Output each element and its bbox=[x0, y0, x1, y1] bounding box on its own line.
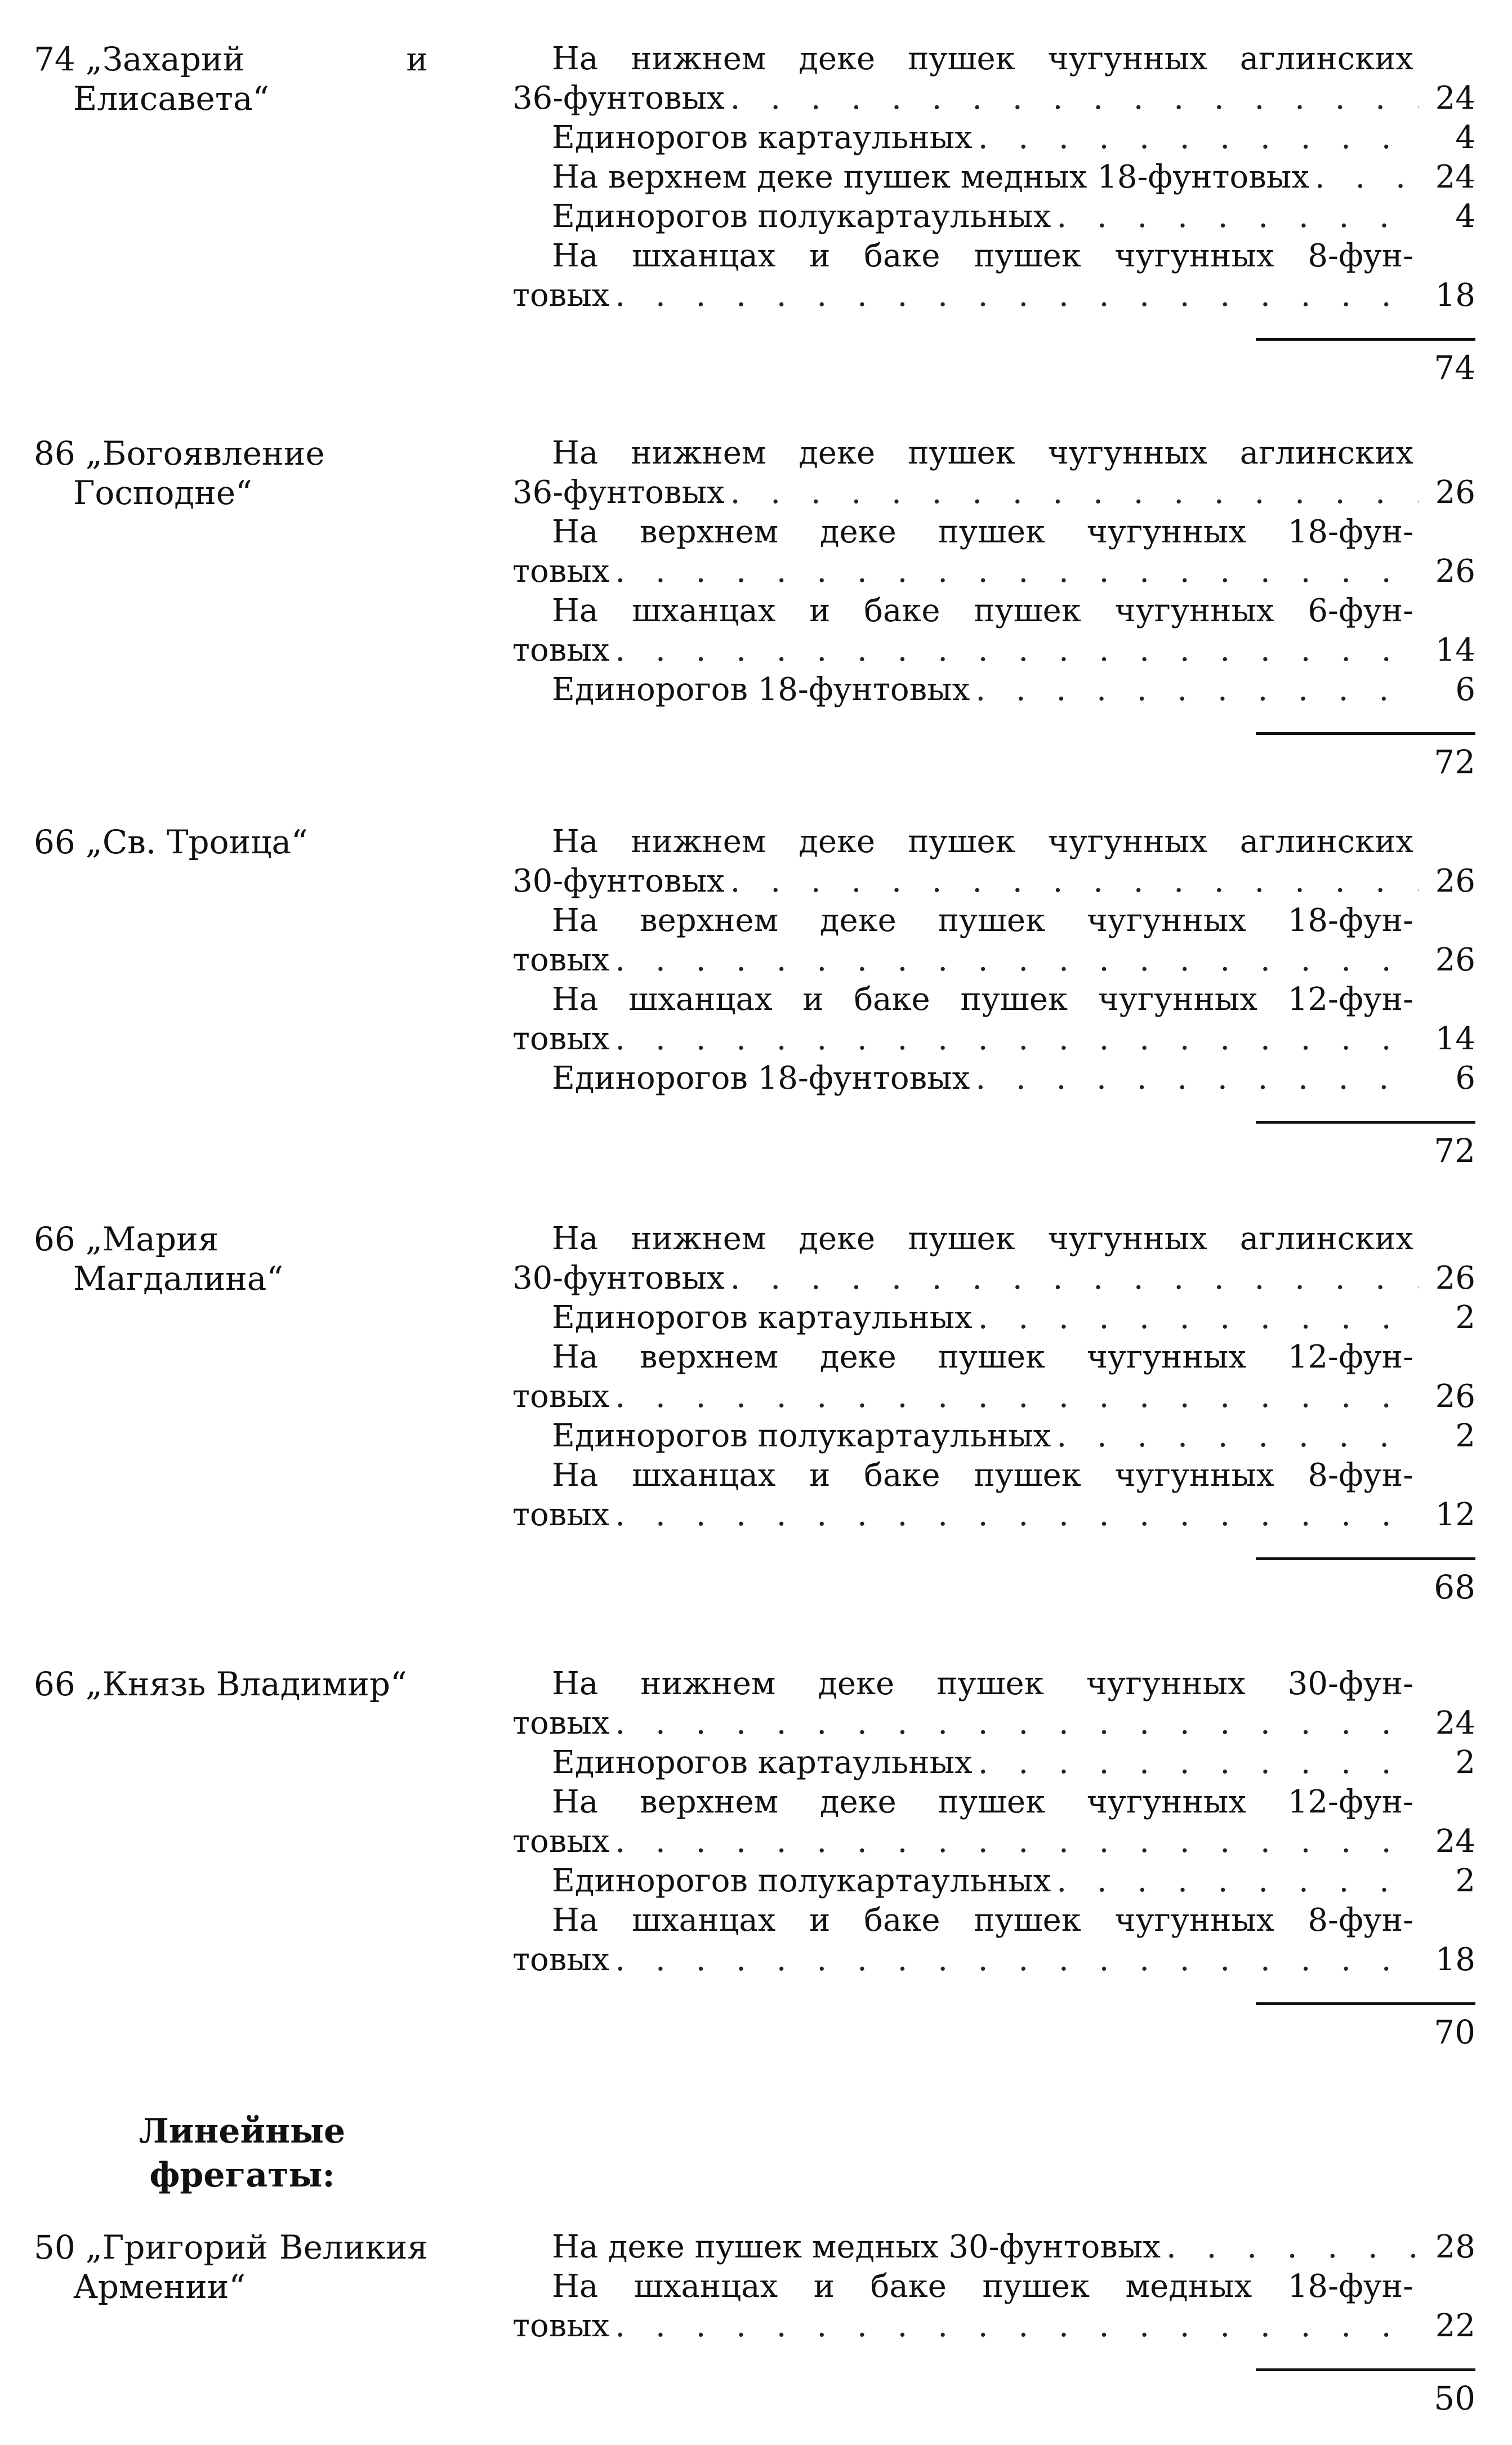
armament-row bbox=[512, 237, 1475, 315]
armament-cont: товых bbox=[512, 1705, 610, 1742]
armament-list bbox=[512, 822, 1475, 1173]
armament-value: 4 bbox=[1455, 119, 1475, 156]
armament-cont: товых bbox=[512, 1497, 610, 1533]
leader-dots bbox=[609, 631, 1419, 670]
armament-cont: товых bbox=[512, 277, 610, 314]
leader-dots bbox=[609, 1822, 1419, 1861]
armament-row bbox=[512, 980, 1475, 1059]
armament-row bbox=[512, 1901, 1475, 1980]
armament-value: 2 bbox=[1455, 1418, 1475, 1454]
armament-row bbox=[512, 513, 1475, 591]
armament-value: 26 bbox=[1435, 863, 1475, 899]
leader-dots bbox=[725, 1259, 1419, 1298]
armament-text: На верхнем деке пушек чугунных 12-фун- bbox=[552, 1784, 1413, 1820]
armament-list bbox=[512, 1219, 1475, 1610]
armament-text: На нижнем деке пушек чугунных аглинских bbox=[552, 41, 1413, 77]
total-rule bbox=[1256, 1557, 1475, 1560]
armament-value: 24 bbox=[1435, 1823, 1475, 1860]
leader-dots bbox=[970, 1059, 1419, 1098]
armament-text: На верхнем деке пушек медных 18-фунтовых bbox=[552, 159, 1309, 195]
armament-cont: товых bbox=[512, 1941, 610, 1978]
ship-name bbox=[34, 1219, 428, 1298]
armament-value: 24 bbox=[1435, 80, 1475, 117]
armament-total: 70 bbox=[1434, 2013, 1475, 2051]
leader-dots bbox=[609, 941, 1419, 980]
armament-cont: товых bbox=[512, 632, 610, 669]
armament-text: На шханцах и баке пушек чугунных 8-фун- bbox=[552, 238, 1413, 274]
armament-row bbox=[512, 39, 1475, 118]
armament-row bbox=[512, 1298, 1475, 1338]
gun-count: 74 bbox=[34, 40, 75, 78]
ship-name bbox=[34, 2228, 428, 2306]
leader-dots bbox=[1051, 1861, 1419, 1901]
armament-value: 18 bbox=[1435, 277, 1475, 314]
armament-text: На верхнем деке пушек чугунных 18-фун- bbox=[552, 514, 1413, 550]
armament-row bbox=[512, 197, 1475, 237]
gun-count: 66 bbox=[34, 1665, 75, 1703]
armament-text: Единорогов картаульных bbox=[552, 119, 973, 156]
armament-value: 14 bbox=[1435, 632, 1475, 669]
ship-title: „Мария Магдалина“ bbox=[73, 1220, 284, 1298]
armament-text: Единорогов полукартаульных bbox=[552, 198, 1051, 235]
armament-text: На нижнем деке пушек чугунных 30-фун- bbox=[552, 1665, 1413, 1702]
gun-count: 50 bbox=[34, 2228, 75, 2266]
armament-value: 4 bbox=[1455, 198, 1475, 235]
armament-row bbox=[512, 2267, 1475, 2346]
section-heading: Линейные фрегаты: bbox=[139, 2112, 346, 2195]
armament-total: 74 bbox=[1434, 349, 1475, 387]
leader-dots bbox=[725, 473, 1419, 513]
armament-text: На верхнем деке пушек чугунных 18-фун- bbox=[552, 902, 1413, 939]
armament-value: 2 bbox=[1455, 1299, 1475, 1336]
armament-text: Единорогов картаульных bbox=[552, 1744, 973, 1781]
ship-name bbox=[34, 822, 428, 862]
ship-title: „Захарий и Елисавета“ bbox=[73, 40, 428, 118]
armament-value: 26 bbox=[1435, 942, 1475, 978]
armament-row bbox=[512, 158, 1475, 197]
armament-row bbox=[512, 1783, 1475, 1861]
ship-title: „Григорий Великия Армении“ bbox=[73, 2228, 428, 2306]
leader-dots bbox=[725, 862, 1419, 901]
armament-value: 14 bbox=[1435, 1021, 1475, 1057]
armament-cont: 30-фунтовых bbox=[512, 1260, 725, 1297]
armament-value: 26 bbox=[1435, 474, 1475, 511]
armament-text: На шханцах и баке пушек чугунных 6-фун- bbox=[552, 593, 1413, 629]
leader-dots bbox=[609, 1940, 1419, 1980]
armament-text: На деке пушек медных 30-фунтовых bbox=[552, 2229, 1161, 2265]
armament-row bbox=[512, 1338, 1475, 1417]
armament-cont: 30-фунтовых bbox=[512, 863, 725, 899]
ship-title: „Князь Владимир“ bbox=[85, 1665, 407, 1703]
leader-dots bbox=[1161, 2228, 1419, 2267]
armament-row bbox=[512, 670, 1475, 710]
armament-row bbox=[512, 901, 1475, 980]
armament-cont: 36-фунтовых bbox=[512, 80, 725, 117]
armament-row bbox=[512, 591, 1475, 670]
ship-name bbox=[34, 1664, 428, 1704]
leader-dots bbox=[1051, 197, 1419, 237]
armament-value: 18 bbox=[1435, 1941, 1475, 1978]
armament-value: 12 bbox=[1435, 1497, 1475, 1533]
armament-row bbox=[512, 434, 1475, 513]
leader-dots bbox=[609, 1495, 1419, 1535]
armament-value: 28 bbox=[1435, 2229, 1475, 2265]
armament-value: 2 bbox=[1455, 1863, 1475, 1899]
armament-value: 26 bbox=[1435, 553, 1475, 590]
armament-text: На шханцах и баке пушек чугунных 12-фун- bbox=[552, 981, 1413, 1018]
leader-dots bbox=[609, 2306, 1419, 2346]
armament-value: 24 bbox=[1435, 1705, 1475, 1742]
armament-row bbox=[512, 118, 1475, 158]
armament-row bbox=[512, 1059, 1475, 1098]
ship-title: „Богоявление Господне“ bbox=[73, 434, 325, 512]
leader-dots bbox=[609, 1377, 1419, 1417]
armament-cont: 36-фунтовых bbox=[512, 474, 725, 511]
total-rule bbox=[1256, 1121, 1475, 1124]
leader-dots bbox=[1309, 158, 1419, 197]
armament-total: 72 bbox=[1434, 743, 1475, 781]
armament-cont: товых bbox=[512, 1021, 610, 1057]
armament-text: Единорогов полукартаульных bbox=[552, 1863, 1051, 1899]
total-rule bbox=[1256, 2002, 1475, 2005]
armament-cont: товых bbox=[512, 1823, 610, 1860]
ship-title: „Св. Троица“ bbox=[85, 823, 308, 861]
ship-name bbox=[34, 434, 428, 513]
armament-value: 26 bbox=[1435, 1260, 1475, 1297]
leader-dots bbox=[973, 1298, 1419, 1338]
total-rule bbox=[1256, 2368, 1475, 2371]
armament-text: На верхнем деке пушек чугунных 12-фун- bbox=[552, 1339, 1413, 1375]
armament-text: На шханцах и баке пушек чугунных 8-фун- bbox=[552, 1902, 1413, 1939]
leader-dots bbox=[609, 1704, 1419, 1743]
armament-row bbox=[512, 1219, 1475, 1298]
armament-total: 68 bbox=[1434, 1568, 1475, 1606]
armament-total: 50 bbox=[1434, 2379, 1475, 2417]
armament-text: На нижнем деке пушек чугунных аглинских bbox=[552, 823, 1413, 860]
armament-cont: товых bbox=[512, 2308, 610, 2344]
total-rule bbox=[1256, 732, 1475, 735]
leader-dots bbox=[970, 670, 1419, 710]
total-rule bbox=[1256, 338, 1475, 341]
armament-list bbox=[512, 434, 1475, 785]
gun-count: 86 bbox=[34, 434, 75, 473]
armament-list bbox=[512, 2228, 1475, 2421]
armament-text: Единорогов картаульных bbox=[552, 1299, 973, 1336]
armament-text: На шханцах и баке пушек чугунных 8-фун- bbox=[552, 1457, 1413, 1494]
armament-list bbox=[512, 1664, 1475, 2055]
armament-row bbox=[512, 1456, 1475, 1535]
leader-dots bbox=[1051, 1417, 1419, 1456]
armament-text: На нижнем деке пушек чугунных аглинских bbox=[552, 1221, 1413, 1257]
armament-text: На нижнем деке пушек чугунных аглинских bbox=[552, 435, 1413, 471]
armament-value: 6 bbox=[1455, 671, 1475, 708]
armament-text: Единорогов 18-фунтовых bbox=[552, 671, 970, 708]
armament-text: На шханцах и баке пушек медных 18-фун- bbox=[552, 2268, 1413, 2305]
armament-cont: товых bbox=[512, 942, 610, 978]
leader-dots bbox=[609, 276, 1419, 315]
armament-list bbox=[512, 39, 1475, 390]
armament-value: 26 bbox=[1435, 1378, 1475, 1415]
armament-row bbox=[512, 1861, 1475, 1901]
armament-cont: товых bbox=[512, 553, 610, 590]
armament-value: 2 bbox=[1455, 1744, 1475, 1781]
leader-dots bbox=[973, 1743, 1419, 1783]
gun-count: 66 bbox=[34, 1220, 75, 1258]
armament-row bbox=[512, 822, 1475, 901]
leader-dots bbox=[725, 79, 1419, 118]
armament-total: 72 bbox=[1434, 1132, 1475, 1170]
armament-value: 22 bbox=[1435, 2308, 1475, 2344]
gun-count: 66 bbox=[34, 823, 75, 861]
armament-row bbox=[512, 1417, 1475, 1456]
armament-row bbox=[512, 1743, 1475, 1783]
leader-dots bbox=[609, 552, 1419, 591]
armament-cont: товых bbox=[512, 1378, 610, 1415]
armament-text: Единорогов 18-фунтовых bbox=[552, 1060, 970, 1097]
armament-row bbox=[512, 2228, 1475, 2267]
leader-dots bbox=[973, 118, 1419, 158]
leader-dots bbox=[609, 1019, 1419, 1059]
armament-value: 6 bbox=[1455, 1060, 1475, 1097]
armament-row bbox=[512, 1664, 1475, 1743]
armament-text: Единорогов полукартаульных bbox=[552, 1418, 1051, 1454]
armament-value: 24 bbox=[1435, 159, 1475, 195]
ship-name bbox=[34, 39, 428, 118]
